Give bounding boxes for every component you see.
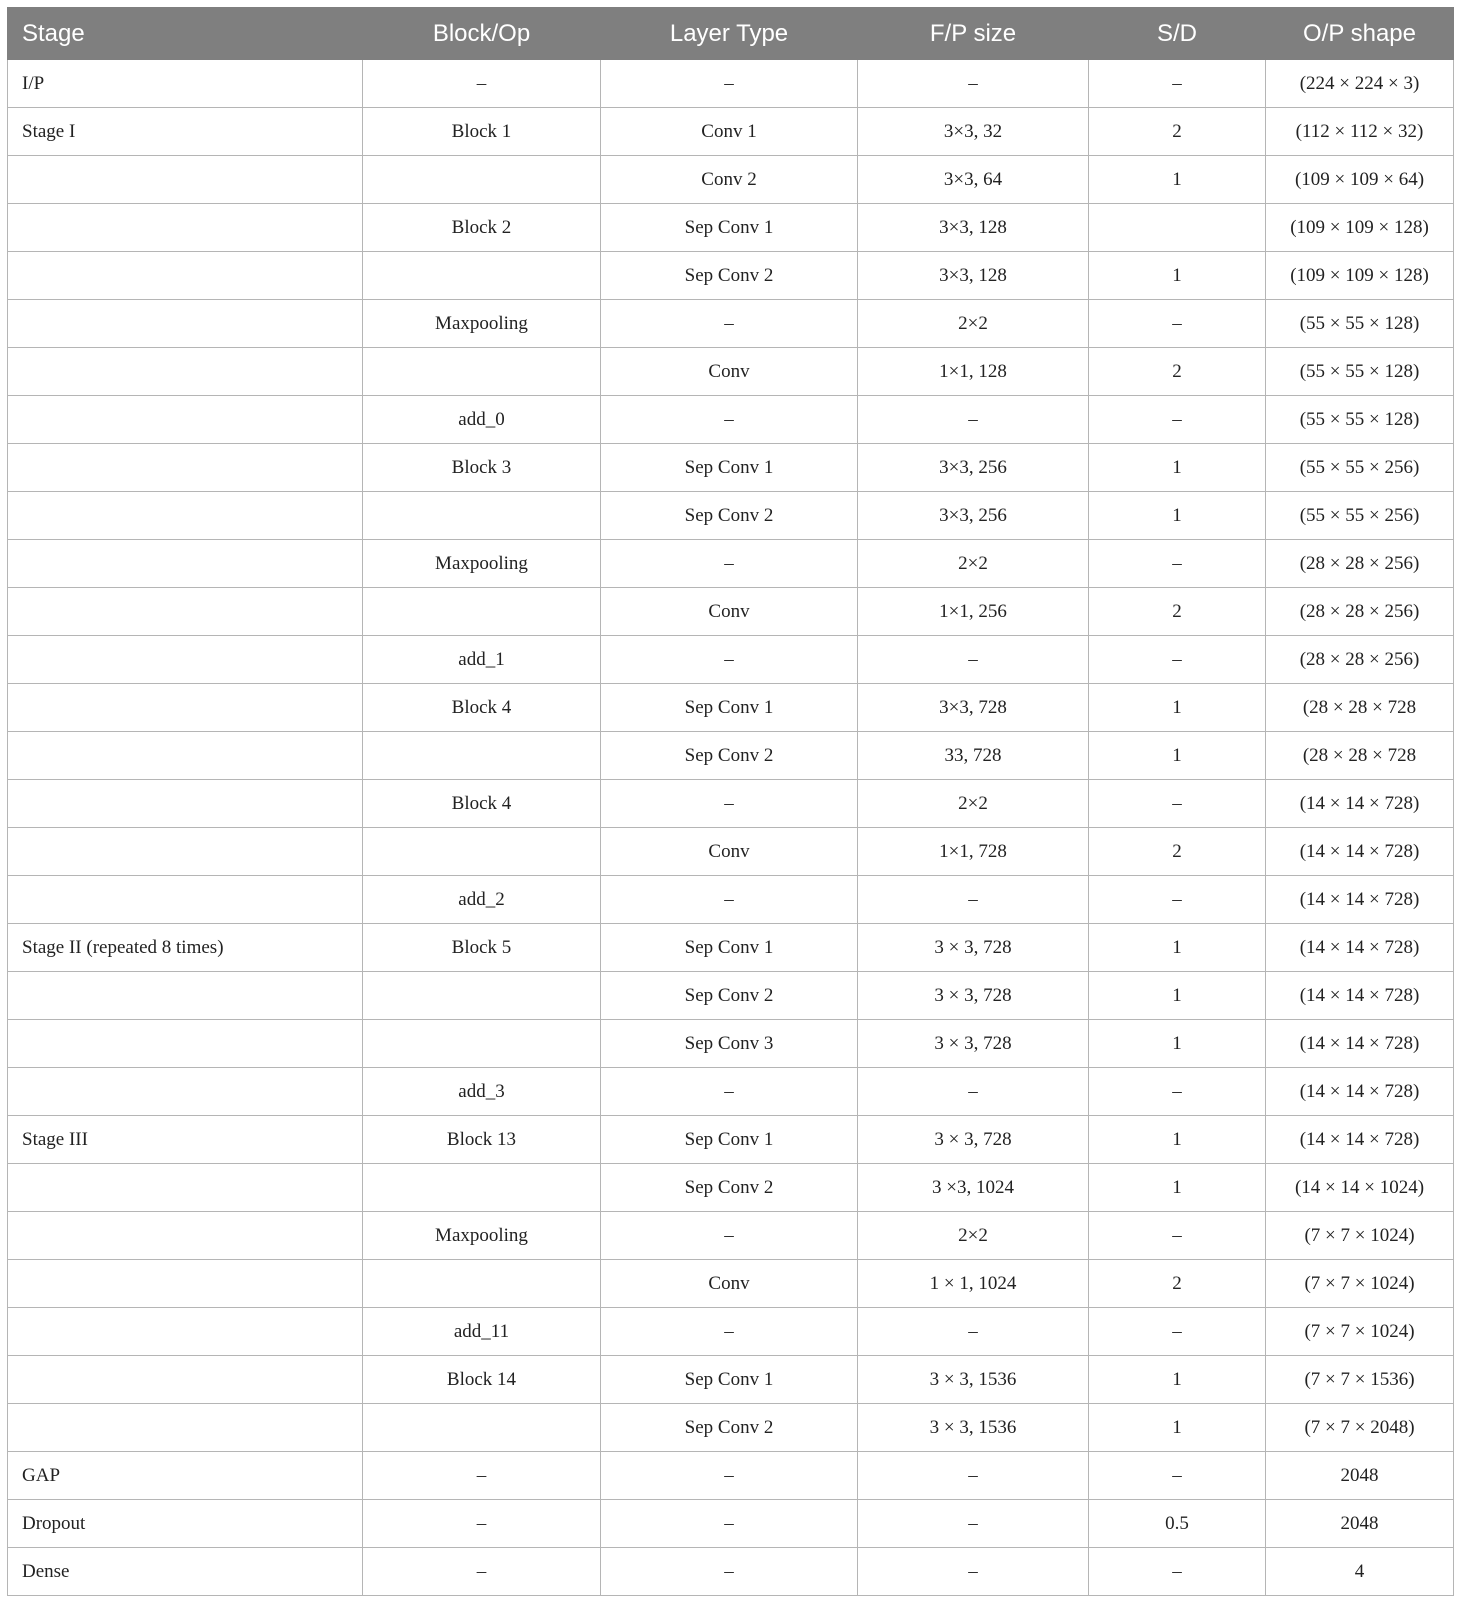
table-row	[8, 924, 1454, 972]
cell-fp-size: –	[858, 876, 1089, 924]
cell-sd: –	[1089, 300, 1266, 348]
cell-stage	[8, 1308, 363, 1356]
cell-sd: 1	[1089, 1356, 1266, 1404]
cell-op-shape: (14 × 14 × 728)	[1266, 972, 1454, 1020]
table-row	[8, 540, 1454, 588]
cell-op-shape: (14 × 14 × 728)	[1266, 1116, 1454, 1164]
cell-block-op: Maxpooling	[363, 540, 601, 588]
cell-block-op	[363, 1404, 601, 1452]
column-header-stage: Stage	[8, 8, 363, 60]
cell-layer-type: –	[601, 1068, 858, 1116]
cell-fp-size: –	[858, 1308, 1089, 1356]
cell-stage	[8, 348, 363, 396]
table-row	[8, 1068, 1454, 1116]
cell-op-shape: (112 × 112 × 32)	[1266, 108, 1454, 156]
cell-block-op: –	[363, 1452, 601, 1500]
table-row	[8, 1260, 1454, 1308]
cell-op-shape: (14 × 14 × 728)	[1266, 1020, 1454, 1068]
cell-sd: 1	[1089, 492, 1266, 540]
cell-block-op: Block 4	[363, 780, 601, 828]
cell-stage	[8, 1260, 363, 1308]
cell-block-op: add_1	[363, 636, 601, 684]
cell-stage	[8, 492, 363, 540]
cell-op-shape: (7 × 7 × 1024)	[1266, 1212, 1454, 1260]
cell-sd: 1	[1089, 972, 1266, 1020]
table-body	[8, 60, 1454, 1596]
cell-stage	[8, 204, 363, 252]
cell-stage	[8, 1404, 363, 1452]
cell-layer-type: Sep Conv 1	[601, 1116, 858, 1164]
cell-layer-type: Sep Conv 2	[601, 972, 858, 1020]
cell-op-shape: (55 × 55 × 128)	[1266, 300, 1454, 348]
table-row	[8, 300, 1454, 348]
table-row	[8, 1404, 1454, 1452]
cell-stage: Stage II (repeated 8 times)	[8, 924, 363, 972]
cell-op-shape: 4	[1266, 1548, 1454, 1596]
cell-block-op: Block 3	[363, 444, 601, 492]
cell-block-op	[363, 588, 601, 636]
cell-op-shape: (109 × 109 × 128)	[1266, 252, 1454, 300]
cell-block-op: –	[363, 1500, 601, 1548]
cell-sd: 1	[1089, 1116, 1266, 1164]
cell-fp-size: 2×2	[858, 540, 1089, 588]
cell-op-shape: (14 × 14 × 728)	[1266, 1068, 1454, 1116]
cell-sd: –	[1089, 396, 1266, 444]
cell-fp-size: 3 × 3, 728	[858, 972, 1089, 1020]
cell-block-op: add_2	[363, 876, 601, 924]
cell-layer-type: Sep Conv 2	[601, 492, 858, 540]
cell-stage	[8, 972, 363, 1020]
cell-block-op: Block 5	[363, 924, 601, 972]
cell-stage	[8, 876, 363, 924]
cell-fp-size: 1×1, 256	[858, 588, 1089, 636]
column-header-layer-type: Layer Type	[601, 8, 858, 60]
cell-stage	[8, 156, 363, 204]
cell-fp-size: –	[858, 1068, 1089, 1116]
cell-layer-type: Sep Conv 1	[601, 1356, 858, 1404]
cell-stage	[8, 1212, 363, 1260]
cell-op-shape: (109 × 109 × 64)	[1266, 156, 1454, 204]
table-container	[7, 7, 1453, 1596]
table-row	[8, 1212, 1454, 1260]
cell-block-op	[363, 1164, 601, 1212]
cell-op-shape: (28 × 28 × 256)	[1266, 588, 1454, 636]
cell-stage	[8, 1164, 363, 1212]
table-row	[8, 1452, 1454, 1500]
cell-op-shape: (224 × 224 × 3)	[1266, 60, 1454, 108]
cell-stage	[8, 684, 363, 732]
cell-layer-type: Conv	[601, 588, 858, 636]
cell-block-op: –	[363, 60, 601, 108]
cell-block-op	[363, 348, 601, 396]
cell-block-op: Block 4	[363, 684, 601, 732]
cell-fp-size: 3 × 3, 728	[858, 1116, 1089, 1164]
cell-layer-type: –	[601, 1308, 858, 1356]
cell-fp-size: 2×2	[858, 780, 1089, 828]
cell-fp-size: 33, 728	[858, 732, 1089, 780]
cell-layer-type: Conv	[601, 1260, 858, 1308]
cell-fp-size: 3×3, 128	[858, 204, 1089, 252]
cell-sd: –	[1089, 636, 1266, 684]
cell-fp-size: 3 × 3, 1536	[858, 1404, 1089, 1452]
cell-sd: –	[1089, 1068, 1266, 1116]
cell-stage	[8, 300, 363, 348]
cell-layer-type: –	[601, 300, 858, 348]
cell-sd: 1	[1089, 684, 1266, 732]
table-row	[8, 1500, 1454, 1548]
cell-fp-size: 3 × 3, 728	[858, 924, 1089, 972]
cell-block-op: Block 14	[363, 1356, 601, 1404]
cell-block-op	[363, 732, 601, 780]
cell-fp-size: 2×2	[858, 1212, 1089, 1260]
cell-layer-type: Conv	[601, 828, 858, 876]
cell-op-shape: (7 × 7 × 1024)	[1266, 1260, 1454, 1308]
cell-op-shape: (14 × 14 × 728)	[1266, 876, 1454, 924]
cell-layer-type: Sep Conv 1	[601, 924, 858, 972]
cell-block-op: Block 13	[363, 1116, 601, 1164]
cell-layer-type: –	[601, 1212, 858, 1260]
table-row	[8, 252, 1454, 300]
cell-block-op: add_3	[363, 1068, 601, 1116]
cell-block-op: –	[363, 1548, 601, 1596]
cell-fp-size: 1 × 1, 1024	[858, 1260, 1089, 1308]
cell-fp-size: –	[858, 1548, 1089, 1596]
cell-op-shape: (28 × 28 × 728	[1266, 732, 1454, 780]
cell-layer-type: Sep Conv 2	[601, 1404, 858, 1452]
cell-layer-type: Sep Conv 3	[601, 1020, 858, 1068]
column-header-block-op: Block/Op	[363, 8, 601, 60]
cell-stage: Stage I	[8, 108, 363, 156]
cell-fp-size: 3×3, 32	[858, 108, 1089, 156]
cell-block-op	[363, 156, 601, 204]
cell-sd: 1	[1089, 732, 1266, 780]
cell-sd: –	[1089, 1212, 1266, 1260]
cell-layer-type: –	[601, 60, 858, 108]
cell-layer-type: –	[601, 876, 858, 924]
cell-layer-type: Conv 2	[601, 156, 858, 204]
cell-op-shape: (14 × 14 × 728)	[1266, 828, 1454, 876]
cell-fp-size: 3 × 3, 1536	[858, 1356, 1089, 1404]
cell-fp-size: 2×2	[858, 300, 1089, 348]
cell-op-shape: (55 × 55 × 256)	[1266, 492, 1454, 540]
table-row	[8, 60, 1454, 108]
cell-block-op	[363, 1260, 601, 1308]
table-row	[8, 1116, 1454, 1164]
table-row	[8, 636, 1454, 684]
cell-op-shape: (14 × 14 × 728)	[1266, 924, 1454, 972]
cell-sd: 0.5	[1089, 1500, 1266, 1548]
cell-op-shape: (55 × 55 × 128)	[1266, 348, 1454, 396]
table-row	[8, 1308, 1454, 1356]
table-row	[8, 1164, 1454, 1212]
table-header	[8, 8, 1454, 60]
cell-sd: –	[1089, 780, 1266, 828]
cell-fp-size: –	[858, 396, 1089, 444]
cell-sd: –	[1089, 540, 1266, 588]
cell-stage: Dense	[8, 1548, 363, 1596]
cell-layer-type: Sep Conv 2	[601, 1164, 858, 1212]
cell-layer-type: Sep Conv 2	[601, 732, 858, 780]
cell-sd: –	[1089, 876, 1266, 924]
cell-sd: 2	[1089, 828, 1266, 876]
cell-block-op: Block 1	[363, 108, 601, 156]
cell-layer-type: Sep Conv 2	[601, 252, 858, 300]
cell-sd: 2	[1089, 348, 1266, 396]
table-row	[8, 396, 1454, 444]
table-row	[8, 348, 1454, 396]
cell-stage	[8, 1356, 363, 1404]
cell-sd: –	[1089, 1548, 1266, 1596]
cell-op-shape: (28 × 28 × 256)	[1266, 636, 1454, 684]
cell-stage	[8, 780, 363, 828]
cell-sd: 1	[1089, 1404, 1266, 1452]
cell-stage	[8, 396, 363, 444]
cell-sd: 2	[1089, 588, 1266, 636]
column-header-op-shape: O/P shape	[1266, 8, 1454, 60]
cell-block-op	[363, 252, 601, 300]
cell-block-op: Block 2	[363, 204, 601, 252]
table-row	[8, 204, 1454, 252]
cell-stage	[8, 636, 363, 684]
cell-sd: 2	[1089, 108, 1266, 156]
cell-stage	[8, 588, 363, 636]
cell-layer-type: –	[601, 540, 858, 588]
cell-block-op: add_11	[363, 1308, 601, 1356]
cell-op-shape: (28 × 28 × 256)	[1266, 540, 1454, 588]
table-row	[8, 780, 1454, 828]
cell-stage	[8, 1068, 363, 1116]
cell-fp-size: 3×3, 728	[858, 684, 1089, 732]
cell-op-shape: (14 × 14 × 728)	[1266, 780, 1454, 828]
cell-block-op	[363, 1020, 601, 1068]
cell-layer-type: –	[601, 780, 858, 828]
cell-stage	[8, 1020, 363, 1068]
cell-layer-type: Sep Conv 1	[601, 204, 858, 252]
cell-op-shape: (7 × 7 × 1024)	[1266, 1308, 1454, 1356]
cell-stage	[8, 732, 363, 780]
cell-layer-type: –	[601, 1548, 858, 1596]
table-row	[8, 108, 1454, 156]
cell-fp-size: –	[858, 60, 1089, 108]
cell-stage: GAP	[8, 1452, 363, 1500]
table-row	[8, 732, 1454, 780]
table-row	[8, 492, 1454, 540]
cell-fp-size: –	[858, 1452, 1089, 1500]
cell-layer-type: –	[601, 1452, 858, 1500]
cell-sd: 1	[1089, 156, 1266, 204]
cell-layer-type: Conv	[601, 348, 858, 396]
cell-stage: I/P	[8, 60, 363, 108]
cell-op-shape: 2048	[1266, 1452, 1454, 1500]
cell-block-op	[363, 972, 601, 1020]
cell-op-shape: (55 × 55 × 128)	[1266, 396, 1454, 444]
cell-sd: 2	[1089, 1260, 1266, 1308]
cell-layer-type: Conv 1	[601, 108, 858, 156]
cell-stage: Stage III	[8, 1116, 363, 1164]
cell-fp-size: 3×3, 256	[858, 492, 1089, 540]
cell-sd: 1	[1089, 1020, 1266, 1068]
table-row	[8, 684, 1454, 732]
cell-layer-type: Sep Conv 1	[601, 684, 858, 732]
cell-sd: 1	[1089, 444, 1266, 492]
table-row	[8, 1356, 1454, 1404]
cell-sd	[1089, 204, 1266, 252]
table-row	[8, 972, 1454, 1020]
cell-block-op: add_0	[363, 396, 601, 444]
cell-sd: –	[1089, 1452, 1266, 1500]
cell-sd: –	[1089, 60, 1266, 108]
architecture-table	[7, 7, 1454, 1596]
cell-fp-size: –	[858, 1500, 1089, 1548]
column-header-sd: S/D	[1089, 8, 1266, 60]
cell-fp-size: 3 × 3, 728	[858, 1020, 1089, 1068]
cell-layer-type: Sep Conv 1	[601, 444, 858, 492]
cell-op-shape: (55 × 55 × 256)	[1266, 444, 1454, 492]
cell-block-op	[363, 492, 601, 540]
table-row	[8, 156, 1454, 204]
cell-layer-type: –	[601, 1500, 858, 1548]
table-row	[8, 444, 1454, 492]
cell-layer-type: –	[601, 396, 858, 444]
header-row	[8, 8, 1454, 60]
cell-op-shape: (7 × 7 × 1536)	[1266, 1356, 1454, 1404]
cell-stage: Dropout	[8, 1500, 363, 1548]
table-row	[8, 1548, 1454, 1596]
cell-sd: –	[1089, 1308, 1266, 1356]
cell-stage	[8, 540, 363, 588]
cell-layer-type: –	[601, 636, 858, 684]
cell-fp-size: 3×3, 128	[858, 252, 1089, 300]
cell-fp-size: 3×3, 64	[858, 156, 1089, 204]
cell-sd: 1	[1089, 252, 1266, 300]
cell-op-shape: (28 × 28 × 728	[1266, 684, 1454, 732]
cell-block-op	[363, 828, 601, 876]
cell-op-shape: (14 × 14 × 1024)	[1266, 1164, 1454, 1212]
cell-stage	[8, 444, 363, 492]
table-row	[8, 1020, 1454, 1068]
cell-fp-size: 1×1, 128	[858, 348, 1089, 396]
cell-fp-size: 1×1, 728	[858, 828, 1089, 876]
cell-block-op: Maxpooling	[363, 1212, 601, 1260]
table-row	[8, 876, 1454, 924]
cell-op-shape: 2048	[1266, 1500, 1454, 1548]
table-row	[8, 828, 1454, 876]
table-row	[8, 588, 1454, 636]
cell-stage	[8, 828, 363, 876]
cell-op-shape: (109 × 109 × 128)	[1266, 204, 1454, 252]
cell-fp-size: –	[858, 636, 1089, 684]
cell-block-op: Maxpooling	[363, 300, 601, 348]
cell-fp-size: 3 ×3, 1024	[858, 1164, 1089, 1212]
cell-stage	[8, 252, 363, 300]
cell-sd: 1	[1089, 924, 1266, 972]
column-header-fp-size: F/P size	[858, 8, 1089, 60]
cell-op-shape: (7 × 7 × 2048)	[1266, 1404, 1454, 1452]
cell-fp-size: 3×3, 256	[858, 444, 1089, 492]
cell-sd: 1	[1089, 1164, 1266, 1212]
